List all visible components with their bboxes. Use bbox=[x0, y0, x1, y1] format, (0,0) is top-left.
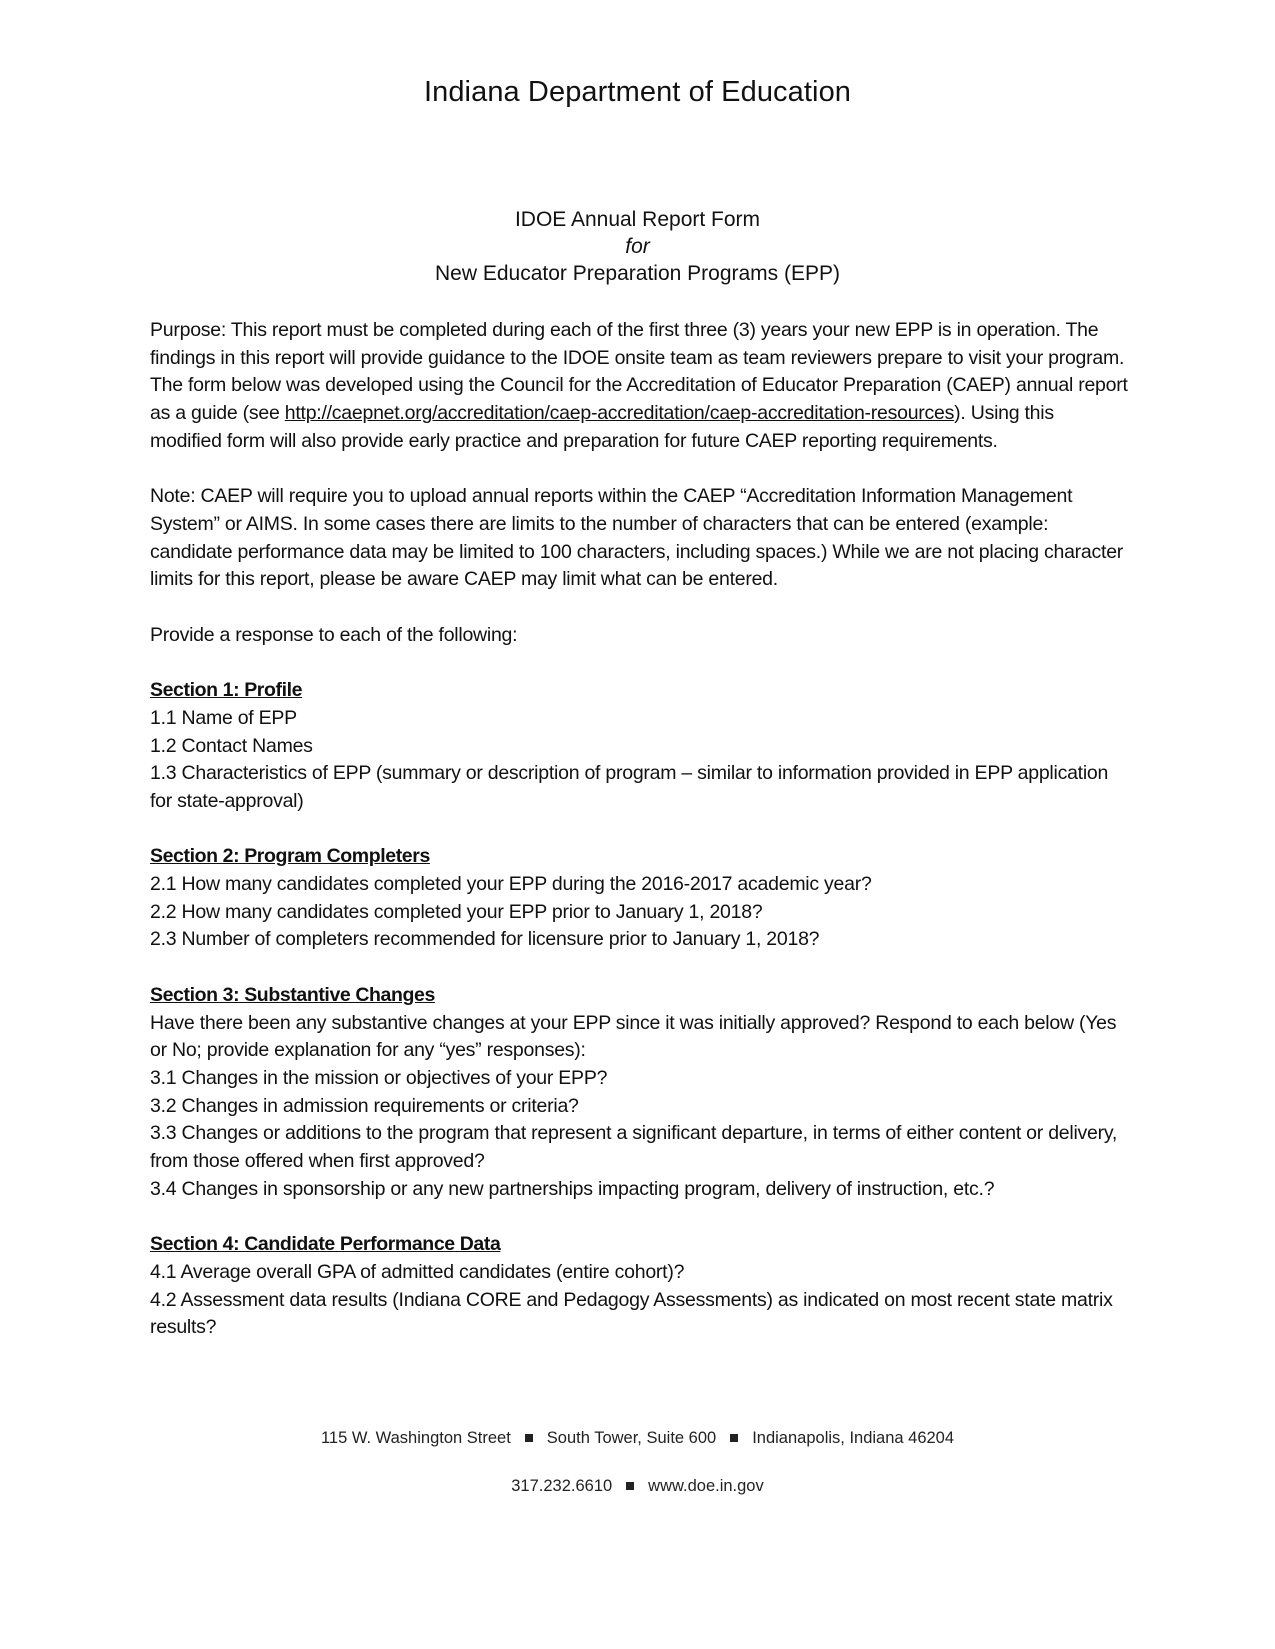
list-item: 3.4 Changes in sponsorship or any new partnerships impacting program, delivery of instruction, etc.? bbox=[150, 1177, 995, 1200]
purpose-text-end: ). Using this modified form will also provide early practice and preparation for future CAEP reporting requirements. bbox=[150, 402, 1054, 452]
purpose-paragraph bbox=[150, 317, 1130, 456]
footer-address bbox=[0, 1429, 1275, 1448]
form-title-connector: for bbox=[625, 235, 650, 258]
document-body bbox=[150, 317, 1130, 1370]
instruction-text: Provide a response to each of the following: bbox=[150, 623, 518, 646]
list-item: 4.2 Assessment data results (Indiana CORE and Pedagogy Assessments) as indicated on most recent state matrix results? bbox=[150, 1288, 1113, 1339]
caep-resources-link[interactable]: http://caepnet.org/accreditation/caep-accreditation/caep-accreditation-resources bbox=[284, 402, 955, 425]
list-item: 3.1 Changes in the mission or objectives of your EPP? bbox=[150, 1066, 608, 1089]
list-item: 1.1 Name of EPP bbox=[150, 706, 297, 729]
section-heading: Section 2: Program Completers bbox=[150, 845, 430, 868]
list-item: 1.3 Characteristics of EPP (summary or description of program – similar to information provided in EPP application for state-approval) bbox=[150, 762, 1109, 812]
list-item: 3.3 Changes or additions to the program that represent a significant departure, in terms of either content or delivery, from those offered when first approved? bbox=[150, 1122, 1118, 1173]
square-bullet-icon bbox=[626, 1482, 634, 1490]
section-heading: Section 3: Substantive Changes bbox=[150, 983, 435, 1006]
form-title: IDOE Annual Report Form bbox=[514, 208, 761, 231]
note-paragraph: Note: CAEP will require you to upload annual reports within the CAEP “Accreditation Information Management System” or AIMS. In some cases there are limits to the number of characters that can be entered (example: candidate performance data may be limited to 100 characters, including spaces.) While we are not placing character limits for this report, please be aware CAEP may limit what can be entered. bbox=[150, 485, 1124, 591]
section-intro: Have there been any substantive changes at your EPP since it was initially approved? Respond to each below (Yes or No; provide explanation for any “yes” responses): bbox=[150, 1011, 1117, 1062]
page-title: Indiana Department of Education bbox=[423, 76, 852, 108]
footer-street: 115 W. Washington Street bbox=[320, 1429, 511, 1447]
section-profile bbox=[150, 677, 1130, 816]
square-bullet-icon bbox=[525, 1434, 533, 1442]
list-item: 3.2 Changes in admission requirements or criteria? bbox=[150, 1094, 579, 1117]
section-candidate-performance bbox=[150, 1231, 1130, 1342]
section-program-completers bbox=[150, 843, 1130, 954]
section-heading: Section 4: Candidate Performance Data bbox=[150, 1233, 501, 1256]
footer-suite: South Tower, Suite 600 bbox=[546, 1429, 717, 1447]
list-item: 2.3 Number of completers recommended for licensure prior to January 1, 2018? bbox=[150, 928, 820, 951]
section-heading: Section 1: Profile bbox=[150, 679, 303, 702]
section-substantive-changes bbox=[150, 982, 1130, 1204]
footer-city: Indianapolis, Indiana 46204 bbox=[752, 1429, 955, 1447]
footer-contact bbox=[0, 1477, 1275, 1496]
form-title-block bbox=[0, 206, 1275, 287]
list-item: 4.1 Average overall GPA of admitted candidates (entire cohort)? bbox=[150, 1260, 685, 1283]
footer-website-link[interactable]: www.doe.in.gov bbox=[648, 1477, 764, 1495]
purpose-text-start: Purpose: This report must be completed during each of the first three (3) years your new EPP is in operation. The findings in this report will provide guidance to the IDOE onsite team as team reviewers prepare to visit your program. The form below was developed using the Council for the Accreditation of Educator Preparation (CAEP) annual report as a guide (see bbox=[150, 319, 1128, 425]
list-item: 1.2 Contact Names bbox=[150, 734, 313, 757]
footer-phone: 317.232.6610 bbox=[511, 1477, 613, 1495]
form-subtitle: New Educator Preparation Programs (EPP) bbox=[435, 262, 840, 285]
list-item: 2.2 How many candidates completed your EPP prior to January 1, 2018? bbox=[150, 900, 763, 923]
square-bullet-icon bbox=[730, 1434, 738, 1442]
list-item: 2.1 How many candidates completed your EPP during the 2016-2017 academic year? bbox=[150, 873, 872, 895]
